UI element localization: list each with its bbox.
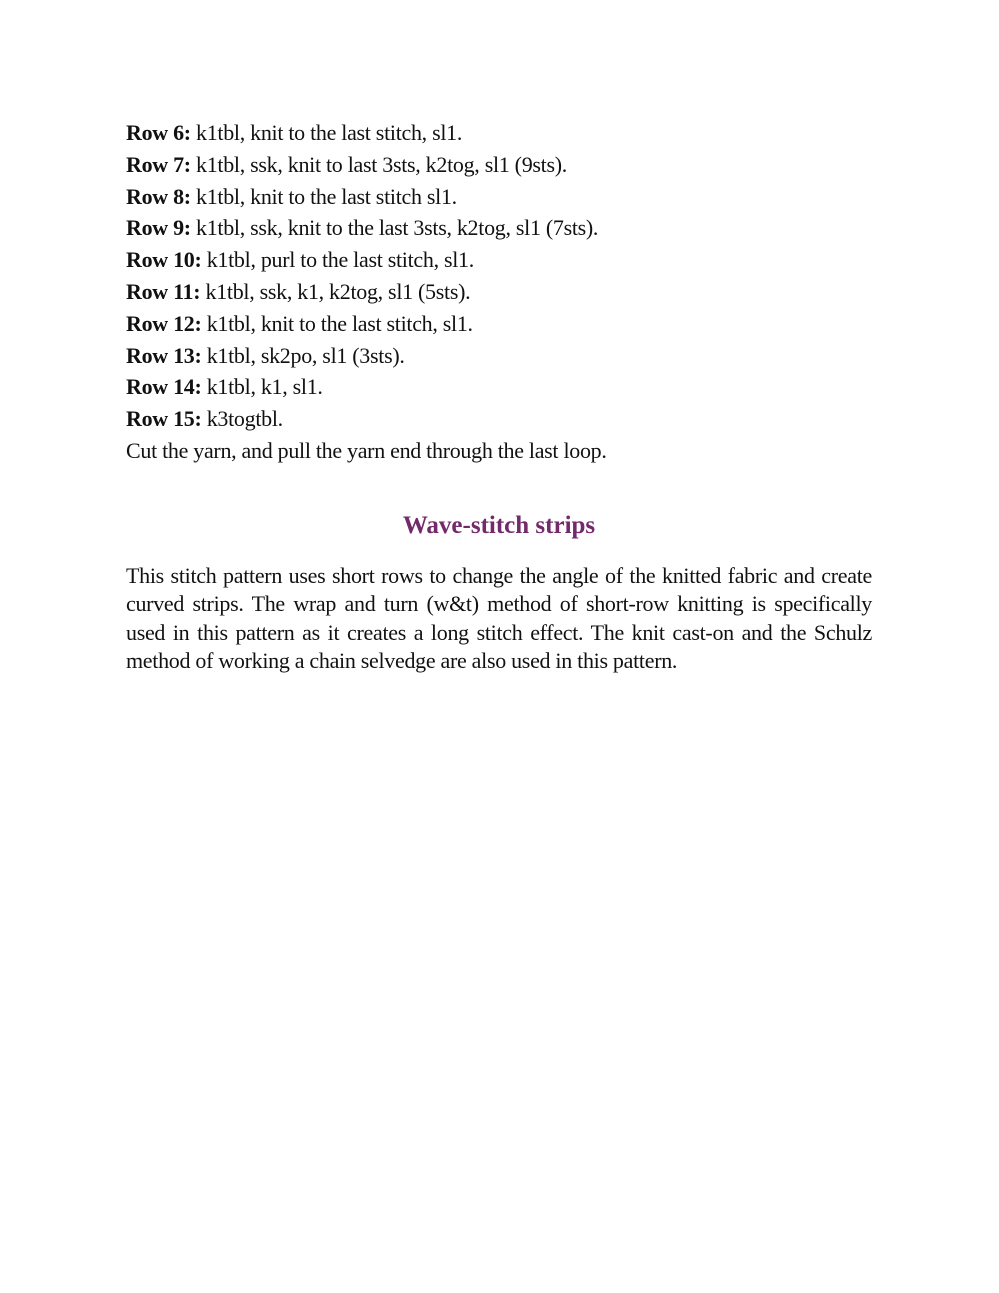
row-label: Row 7: [126, 151, 191, 177]
pattern-row [126, 212, 872, 244]
row-label: Row 14: [126, 374, 202, 400]
row-instruction: k1tbl, knit to the last stitch, sl1. [201, 310, 473, 336]
row-label: Row 9: [126, 215, 191, 241]
row-label: Row 8: [126, 183, 191, 209]
row-label: Row 12: [126, 310, 202, 336]
pattern-row [126, 117, 872, 149]
pattern-row [126, 181, 872, 213]
row-label: Row 13: [126, 342, 202, 368]
row-instruction: k1tbl, knit to the last stitch sl1. [190, 183, 457, 209]
pattern-row [126, 149, 872, 181]
pattern-row [126, 371, 872, 403]
row-label: Row 6: [126, 120, 191, 145]
row-label: Row 15: [126, 406, 202, 432]
row-instruction: k3togtbl. [201, 406, 283, 432]
row-instruction: k1tbl, k1, sl1. [201, 374, 323, 400]
row-instruction: k1tbl, purl to the last stitch, sl1. [201, 247, 474, 273]
row-label: Row 11: [126, 278, 201, 304]
pattern-row [126, 276, 872, 308]
section-paragraph: This stitch pattern uses short rows to change the angle of the knitted fabric and create curved strips. The wrap and turn (w&t) method of short-row knitting is specifically used in this pattern as it creates a long stitch effect. The knit cast-on and the Schulz method of working a chain selvedge are also used in this pattern. [126, 562, 872, 673]
row-instruction: k1tbl, ssk, knit to the last 3sts, k2tog, sl1 (7sts). [190, 215, 599, 241]
pattern-row-list [126, 117, 872, 435]
closing-instruction: Cut the yarn, and pull the yarn end through the last loop. [126, 437, 607, 463]
pattern-row [126, 244, 872, 276]
section-heading: Wave-stitch strips [402, 511, 596, 539]
row-label: Row 10: [126, 247, 202, 273]
row-instruction: k1tbl, knit to the last stitch, sl1. [190, 120, 463, 145]
pattern-row [126, 308, 872, 340]
row-instruction: k1tbl, sk2po, sl1 (3sts). [201, 342, 405, 368]
row-instruction: k1tbl, ssk, knit to last 3sts, k2tog, sl1 (9sts). [190, 151, 567, 177]
pattern-row [126, 403, 872, 435]
pattern-row [126, 340, 872, 372]
page-content [126, 117, 872, 675]
row-instruction: k1tbl, ssk, k1, k2tog, sl1 (5sts). [200, 278, 471, 304]
